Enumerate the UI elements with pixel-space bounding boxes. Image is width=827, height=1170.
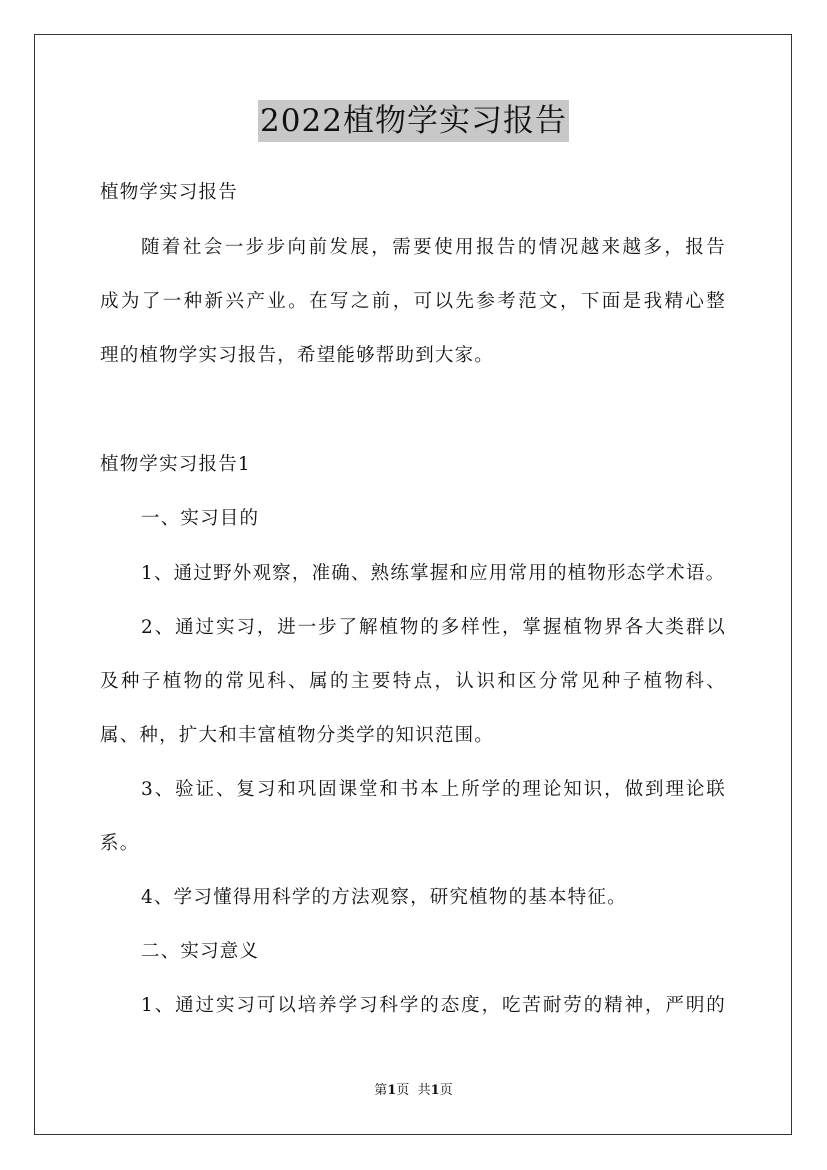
document-subtitle: 植物学实习报告 [100, 182, 238, 203]
footer-total-pages: 1 [430, 1083, 440, 1098]
part1-heading: 一、实习目的 [141, 508, 260, 529]
part1-item2-line-2: 及种子植物的常见科、属的主要特点，认识和区分常见种子植物科、 [100, 671, 726, 692]
section-heading: 植物学实习报告1 [100, 454, 251, 475]
title-container [0, 100, 827, 142]
part1-item2-line-1: 2、通过实习，进一步了解植物的多样性，掌握植物界各大类群以 [141, 617, 726, 638]
footer-page-prefix: 第 [374, 1083, 388, 1098]
part1-item1: 1、通过野外观察，准确、熟练掌握和应用常用的植物形态学术语。 [141, 563, 726, 584]
footer-total-suffix: 页 [439, 1083, 453, 1098]
footer-total-prefix: 共 [417, 1083, 431, 1098]
part1-item2-line-3: 属、种，扩大和丰富植物分类学的知识范围。 [100, 725, 495, 746]
part1-item3-line-1: 3、验证、复习和巩固课堂和书本上所学的理论知识，做到理论联 [141, 779, 726, 800]
footer-page-number: 1 [387, 1083, 397, 1098]
intro-line-2: 成为了一种新兴产业。在写之前，可以先参考范文，下面是我精心整 [100, 291, 726, 312]
part1-item4: 4、学习懂得用科学的方法观察，研究植物的基本特征。 [141, 887, 627, 908]
part1-item3-line-2: 系。 [100, 833, 140, 854]
footer-page-suffix: 页 [396, 1083, 410, 1098]
part2-heading: 二、实习意义 [141, 941, 260, 962]
document-title: 2022植物学实习报告 [258, 100, 569, 142]
page-footer [0, 1082, 827, 1100]
intro-line-3: 理的植物学实习报告，希望能够帮助到大家。 [100, 345, 495, 366]
intro-line-1: 随着社会一步步向前发展，需要使用报告的情况越来越多，报告 [141, 237, 726, 258]
part2-item1: 1、通过实习可以培养学习科学的态度，吃苦耐劳的精神，严明的 [141, 995, 726, 1016]
